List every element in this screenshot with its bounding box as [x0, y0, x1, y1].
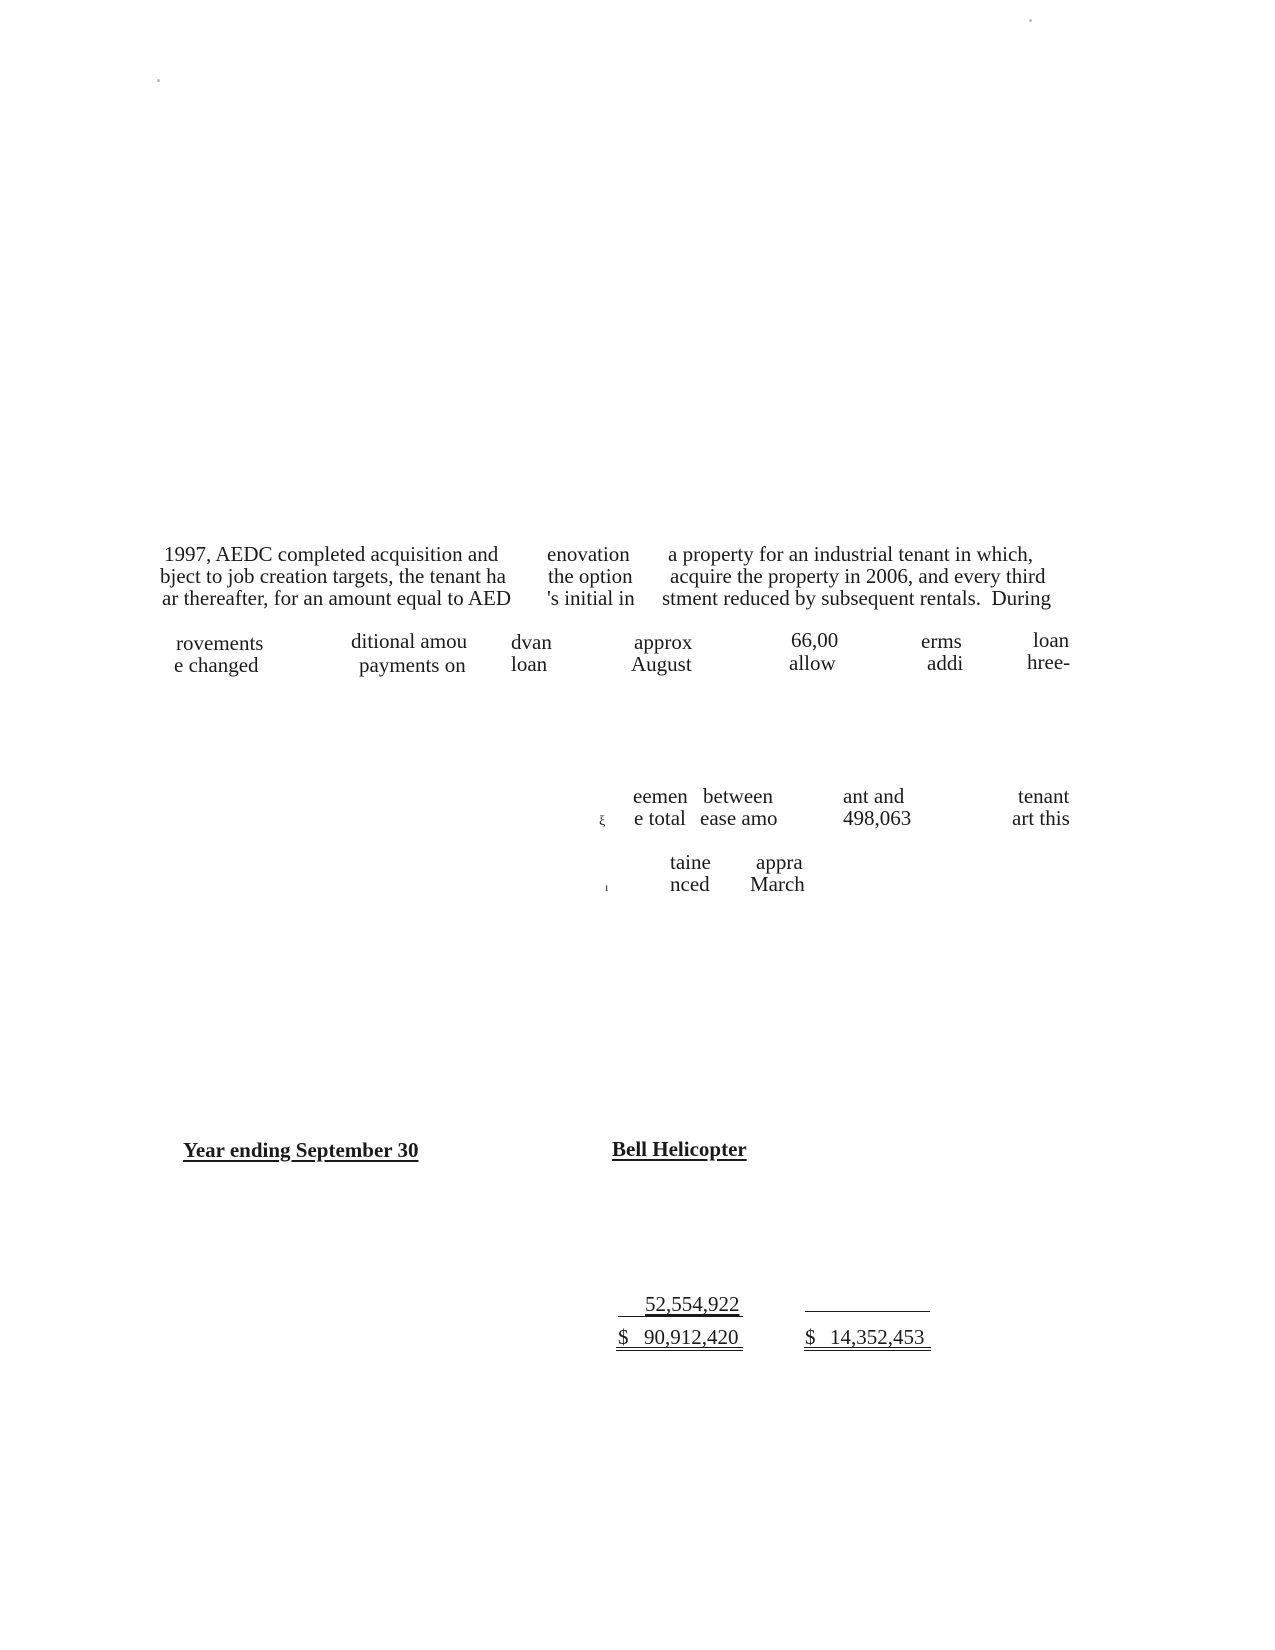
p2-r2-frag: payments on [359, 653, 466, 677]
p1-line3-a: ar thereafter, for an amount equal to AED [162, 586, 512, 610]
p1-line1-c: a property for an industrial tenant in which, [668, 542, 1034, 566]
p2-r1-frag: 66,00 [791, 628, 839, 652]
p2-r1-frag: approx [634, 630, 693, 654]
p1-line3-c: stment reduced by subsequent rentals. During [662, 586, 1051, 610]
p4-r1-frag: appra [756, 850, 803, 874]
p3-r2-frag: art this [1012, 806, 1070, 830]
p1-line1-b: enovation [547, 542, 630, 566]
p3-r2-frag: ease amo [700, 806, 778, 830]
p4-r2-frag: March [750, 872, 805, 896]
p3-r2-frag: e total [634, 806, 686, 830]
p1-line2-b: the option [548, 564, 633, 588]
p1-line2-a: bject to job creation targets, the tenant ha [160, 564, 506, 588]
p3-r2-frag: 498,063 [843, 806, 912, 830]
total-double-underline [616, 1347, 743, 1348]
p2-r1-frag: rovements [176, 631, 264, 655]
p1-line1-a: 1997, AEDC completed acquisition and [164, 542, 499, 566]
total-double-underline-col3 [804, 1347, 931, 1348]
total-double-underline-col3 [804, 1350, 931, 1351]
p4-r2-frag: ı [605, 880, 609, 894]
total-value: 90,912,420 [644, 1325, 739, 1349]
p2-r2-frag: allow [789, 651, 836, 675]
total-double-underline [616, 1350, 743, 1351]
p3-r1-frag: tenant [1018, 784, 1070, 808]
p3-r1-frag: between [703, 784, 773, 808]
column-header-bell-helicopter: Bell Helicopter [612, 1137, 747, 1161]
column-header-year: Year ending September 30 [183, 1138, 419, 1162]
p2-r1-frag: ditional amou [351, 629, 468, 653]
p2-r1-frag: loan [1033, 628, 1070, 652]
p1-line3-b: 's initial in [547, 586, 635, 610]
total-value-col3: 14,352,453 [830, 1325, 925, 1349]
p2-r2-frag: addi [927, 651, 964, 675]
p3-r2-frag: ξ [599, 814, 606, 829]
p3-r1-frag: ant and [843, 784, 905, 808]
total-currency-symbol-col3: $ [805, 1325, 816, 1349]
p1-line2-c: acquire the property in 2006, and every third [670, 564, 1046, 588]
p2-r2-frag: loan [511, 652, 548, 676]
scan-speck [1029, 19, 1032, 22]
subtotal-value: 52,554,922 [645, 1292, 740, 1316]
p4-r1-frag: taine [670, 850, 711, 874]
total-currency-symbol: $ [618, 1325, 629, 1349]
p2-r1-frag: erms [921, 629, 962, 653]
p2-r2-frag: e changed [174, 653, 259, 677]
p2-r2-frag: hree- [1027, 650, 1071, 674]
p2-r2-frag: August [631, 652, 692, 676]
subtotal-underline-col3 [805, 1311, 930, 1312]
p4-r2-frag: nced [670, 872, 710, 896]
p2-r1-frag: dvan [511, 630, 552, 654]
scan-speck [157, 79, 160, 82]
p3-r1-frag: eemen [633, 784, 688, 808]
subtotal-underline [618, 1316, 743, 1317]
